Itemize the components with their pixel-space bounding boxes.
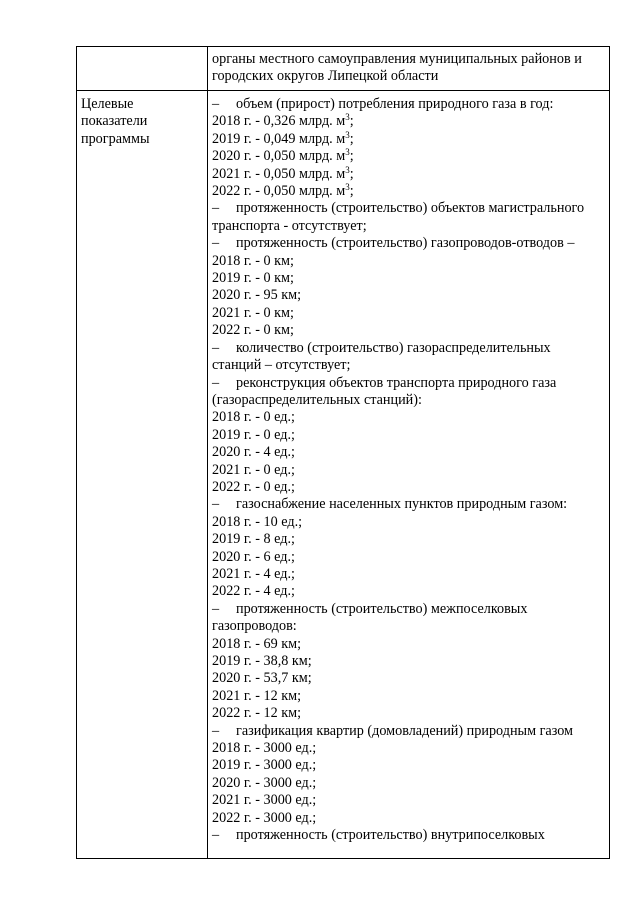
unit-superscript: 3 [345, 129, 350, 140]
indicator-value-line [212, 427, 609, 444]
indicator-value-line [212, 322, 609, 339]
indicator-value-line [212, 705, 609, 722]
indicator-text: газоснабжение населенных пунктов природным газом: [236, 496, 568, 513]
indicator-heading-line [212, 200, 609, 217]
indicator-text: 2022 г. - 4 ед.; [212, 583, 295, 600]
indicator-text: 2020 г. - 4 ед.; [212, 444, 295, 461]
indicator-value-line [212, 148, 609, 165]
indicator-value-line [212, 253, 609, 270]
executors-text [208, 47, 609, 86]
indicator-heading-line [212, 601, 609, 618]
indicator-text: протяженность (строительство) объектов магистрального [236, 200, 585, 217]
dash-bullet: – [212, 600, 220, 617]
indicator-text: 2021 г. - 4 ед.; [212, 565, 295, 582]
indicator-value-line [212, 392, 609, 409]
indicator-heading-line [212, 827, 609, 844]
executors-cell [208, 47, 610, 91]
indicator-text: 2020 г. - 6 ед.; [212, 548, 295, 565]
indicator-text: протяженность (строительство) внутрипоселковых [236, 827, 545, 844]
dash-bullet: – [212, 235, 220, 252]
indicator-text: 2022 г. - 12 км; [212, 705, 302, 722]
indicator-text: 2022 г. - 0 км; [212, 322, 294, 339]
table-row-target-indicators [77, 91, 610, 859]
table-row-executors [77, 47, 610, 91]
indicator-punctuation: ; [349, 113, 354, 130]
executors-line: городских округов Липецкой области [212, 68, 439, 85]
indicator-value-line [212, 514, 609, 531]
indicator-value-line [212, 618, 609, 635]
indicator-value-line [212, 740, 609, 757]
indicator-text: 2022 г. - 3000 ед.; [212, 809, 317, 826]
dash-bullet: – [212, 722, 220, 739]
indicator-text: 2019 г. - 0 ед.; [212, 426, 295, 443]
indicator-value-line [212, 462, 609, 479]
indicator-text: станций – отсутствует; [212, 357, 351, 374]
indicator-text: 2021 г. - 0 ед.; [212, 461, 295, 478]
indicator-value-line [212, 113, 609, 130]
indicator-value-line [212, 409, 609, 426]
indicator-text: 2020 г. - 0,050 млрд. м [212, 148, 346, 165]
dash-bullet: – [212, 339, 220, 356]
label-line: показатели [81, 113, 148, 130]
indicator-text: 2018 г. - 69 км; [212, 635, 302, 652]
dash-bullet: – [212, 200, 220, 217]
indicator-text: 2018 г. - 0,326 млрд. м [212, 113, 346, 130]
target-indicators-label-cell [77, 91, 208, 859]
indicator-heading-line [212, 375, 609, 392]
indicator-heading-line [212, 723, 609, 740]
indicator-value-line [212, 270, 609, 287]
indicator-text: 2019 г. - 0,049 млрд. м [212, 130, 346, 147]
indicator-text: 2019 г. - 0 км; [212, 270, 294, 287]
indicator-text: 2018 г. - 0 км; [212, 252, 294, 269]
indicator-value-line [212, 287, 609, 304]
indicator-heading-line [212, 340, 609, 357]
indicator-value-line [212, 757, 609, 774]
indicator-value-line [212, 305, 609, 322]
indicator-punctuation: ; [349, 165, 354, 182]
indicator-value-line [212, 166, 609, 183]
unit-superscript: 3 [345, 182, 350, 193]
indicator-value-line [212, 357, 609, 374]
indicator-text: 2020 г. - 95 км; [212, 287, 302, 304]
indicator-value-line [212, 775, 609, 792]
indicator-text: транспорта - отсутствует; [212, 217, 367, 234]
indicator-value-line [212, 566, 609, 583]
indicator-text: (газораспределительных станций): [212, 391, 422, 408]
indicator-value-line [212, 653, 609, 670]
indicator-text: 2021 г. - 3000 ед.; [212, 792, 317, 809]
dash-bullet: – [212, 827, 220, 844]
indicator-value-line [212, 218, 609, 235]
top-label [77, 47, 207, 52]
indicator-value-line [212, 636, 609, 653]
indicator-text: количество (строительство) газораспределительных [236, 339, 551, 356]
indicator-value-line [212, 183, 609, 200]
indicator-text: 2020 г. - 53,7 км; [212, 670, 312, 687]
indicator-text: 2022 г. - 0,050 млрд. м [212, 183, 346, 200]
indicator-text: газопроводов: [212, 618, 297, 635]
program-passport-table [76, 46, 610, 859]
dash-bullet: – [212, 96, 220, 112]
dash-bullet: – [212, 374, 220, 391]
indicator-value-line [212, 670, 609, 687]
indicator-text: 2019 г. - 38,8 км; [212, 653, 312, 669]
indicator-text: 2018 г. - 3000 ед.; [212, 740, 317, 757]
label-line: программы [81, 130, 150, 147]
unit-superscript: 3 [345, 164, 350, 175]
indicator-text: 2019 г. - 3000 ед.; [212, 757, 317, 774]
indicator-text: 2019 г. - 8 ед.; [212, 531, 295, 548]
indicator-heading-line [212, 496, 609, 513]
indicator-value-line [212, 531, 609, 548]
indicator-text: 2022 г. - 0 ед.; [212, 478, 295, 495]
indicator-heading-line [212, 235, 609, 252]
unit-superscript: 3 [345, 147, 350, 158]
indicator-punctuation: ; [349, 148, 354, 165]
indicator-text: 2021 г. - 0 км; [212, 304, 294, 321]
label-cell-empty [77, 47, 208, 91]
indicator-text: 2018 г. - 10 ед.; [212, 513, 303, 530]
indicator-punctuation: ; [349, 130, 354, 147]
indicator-value-line [212, 444, 609, 461]
label-line: Целевые [81, 96, 134, 112]
indicator-value-line [212, 479, 609, 496]
indicator-text: 2020 г. - 3000 ед.; [212, 774, 317, 791]
indicator-value-line [212, 688, 609, 705]
indicator-value-line [212, 792, 609, 809]
indicator-text: 2021 г. - 12 км; [212, 687, 302, 704]
executors-line: органы местного самоуправления муниципальных районов и [212, 51, 582, 67]
dash-bullet: – [212, 496, 220, 513]
indicator-punctuation: ; [349, 183, 354, 200]
target-indicators-content-cell [208, 91, 610, 859]
indicator-heading-line [212, 96, 609, 113]
indicator-text: 2018 г. - 0 ед.; [212, 409, 295, 426]
indicator-text: 2021 г. - 0,050 млрд. м [212, 165, 346, 182]
indicator-value-line [212, 549, 609, 566]
target-indicators-list [208, 91, 609, 844]
indicator-value-line [212, 810, 609, 827]
unit-superscript: 3 [345, 112, 350, 123]
indicator-text: газификация квартир (домовладений) природным газом [236, 722, 574, 739]
indicator-value-line [212, 131, 609, 148]
indicator-value-line [212, 583, 609, 600]
indicator-text: объем (прирост) потребления природного газа в год: [236, 96, 554, 112]
target-indicators-label [77, 91, 207, 148]
indicator-text: реконструкция объектов транспорта природного газа [236, 374, 557, 391]
indicator-text: протяженность (строительство) межпоселковых [236, 600, 528, 617]
indicator-text: протяженность (строительство) газопроводов-отводов – [236, 235, 575, 252]
